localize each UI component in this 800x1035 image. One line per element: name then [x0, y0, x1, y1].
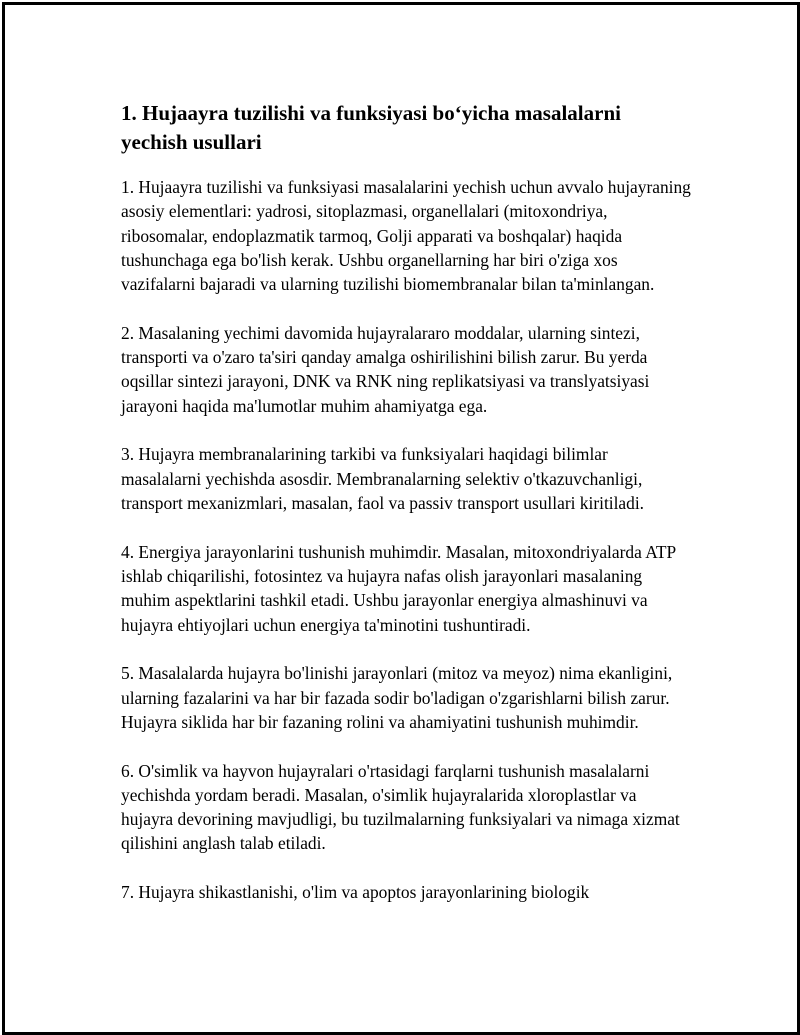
paragraph-6: 6. O'simlik va hayvon hujayralari o'rtasidagi farqlarni tushunish masalalarni yechishda yordam beradi. Masalan, o'simlik hujayralarida xloroplastlar va hujayra devorining mavjudligi, bu tuzilmalarning funksiyalari va nimaga xizmat qilishini anglash talab etiladi.	[121, 760, 680, 854]
paragraph-5: 5. Masalalarda hujayra bo'linishi jarayonlari (mitoz va meyoz) nima ekanligini, ularning fazalarini va har bir fazada sodir bo'ladigan o'zgarishlarni bilish zarur. Hujayra siklida har bir fazaning rolini va ahamiyatini tushunish muhimdir.	[121, 663, 673, 732]
document-body	[121, 99, 691, 929]
paragraph-3: 3. Hujayra membranalarining tarkibi va funksiyalari haqidagi bilimlar masalalarni yechishda asosdir. Membranalarning selektiv o'tkazuvchanligi, transport mexanizmlari, masalan, faol va passiv transport usullari kiritiladi.	[121, 444, 645, 514]
page-frame	[2, 2, 800, 1035]
paragraph-1: 1. Hujaayra tuzilishi va funksiyasi masalalarini yechish uchun avvalo hujayraning asosiy elementlari: yadrosi, sitoplazmasi, organellalari (mitoxondriya, ribosomalar, endoplazmatik tarmoq, Golji apparati va boshqalar) haqida tushunchaga ega bo'lish kerak. Ushbu organellarning har biri o'ziga xos vazifalarni bajaradi va ularning tuzilishi biomembranalar bilan ta'minlangan.	[121, 177, 691, 295]
paragraph-2: 2. Masalaning yechimi davomida hujayralararo moddalar, ularning sintezi, transporti va o'zaro ta'siri qanday amalga oshirilishini bilish zarur. Bu yerda oqsillar sintezi jarayoni, DNK va RNK ning replikatsiyasi va translyatsiyasi jarayoni haqida ma'lumotlar muhim ahamiyatga ega.	[121, 322, 650, 416]
paragraph-7: 7. Hujayra shikastlanishi, o'lim va apoptos jarayonlarining biologik	[121, 882, 590, 903]
document-title: 1. Hujaayra tuzilishi va funksiyasi bo‘yicha masalalarni yechish usullari	[121, 101, 621, 154]
paragraph-4: 4. Energiya jarayonlarini tushunish muhimdir. Masalan, mitoxondriyalarda ATP ishlab chiqarilishi, fotosintez va hujayra nafas olish jarayonlari masalaning muhim aspektlarini tashkil etadi. Ushbu jarayonlar energiya almashinuvi va hujayra ehtiyojlari uchun energiya ta'minotini tushuntiradi.	[121, 541, 676, 635]
